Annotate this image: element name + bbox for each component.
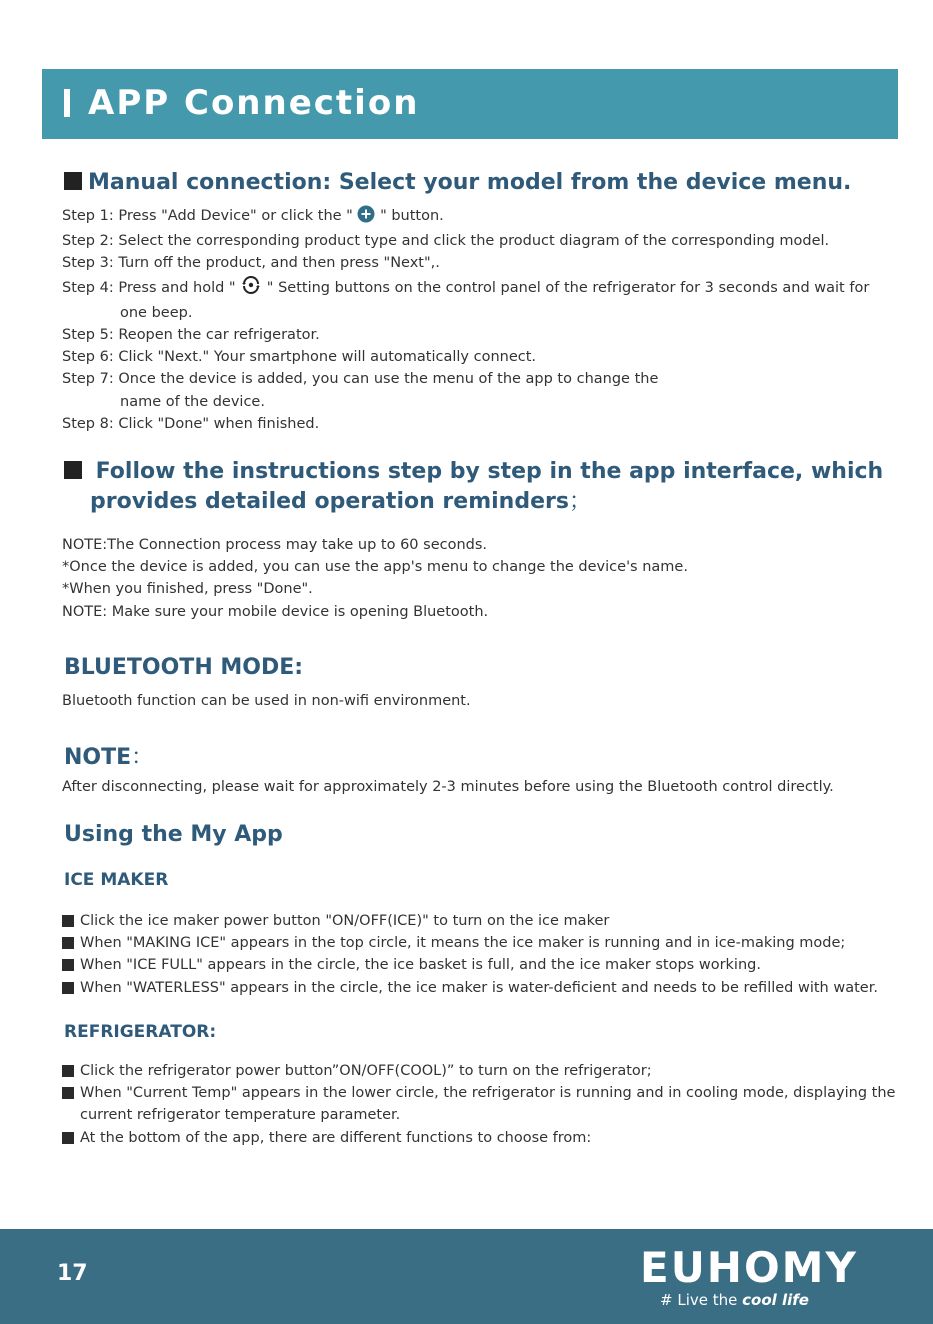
- list-item: At the bottom of the app, there are different functions to choose from:: [62, 1127, 895, 1149]
- step-5: Step 5: Reopen the car refrigerator.: [62, 327, 320, 344]
- note-2: *Once the device is added, you can use the app's menu to change the device's name.: [62, 559, 688, 576]
- manual-connection-heading: [64, 170, 851, 195]
- bluetooth-heading: BLUETOOTH MODE:: [64, 655, 304, 680]
- step-7: Step 7: Once the device is added, you can use the menu of the app to change the: [62, 371, 659, 388]
- bluetooth-text: Bluetooth function can be used in non-wifi environment.: [62, 693, 471, 709]
- list-item: When "WATERLESS" appears in the circle, the ice maker is water-deficient and needs to be refilled with water.: [62, 977, 878, 999]
- step-3: Step 3: Turn off the product, and then press "Next",.: [62, 255, 440, 272]
- page-footer: [0, 1229, 933, 1324]
- settings-button-icon: [240, 275, 262, 302]
- step-6: Step 6: Click "Next." Your smartphone will automatically connect.: [62, 349, 537, 366]
- step-7-cont: name of the device.: [120, 393, 265, 410]
- page-number: 17: [57, 1261, 88, 1286]
- step-8: Step 8: Click "Done" when finished.: [62, 415, 320, 432]
- tagline-prefix: # Live the: [660, 1291, 743, 1309]
- step-2: Step 2: Select the corresponding product type and click the product diagram of the corresponding model.: [62, 233, 830, 250]
- step-4-suffix: " Setting buttons on the control panel of the refrigerator for 3 seconds and wait for: [266, 279, 870, 296]
- step-1: [62, 205, 869, 230]
- using-app-heading: Using the My App: [64, 822, 283, 847]
- page-header-bar: [42, 69, 898, 139]
- add-circle-icon: [357, 205, 375, 230]
- step-4-cont: one beep.: [120, 304, 193, 321]
- refrigerator-heading: REFRIGERATOR:: [64, 1022, 217, 1042]
- brand-logo: EUHOMY: [640, 1243, 858, 1292]
- page-title: APP Connection: [88, 83, 420, 123]
- notes-block: [62, 534, 688, 623]
- note2-colon: ：: [131, 745, 154, 770]
- list-item: Click the refrigerator power button”ON/OFF(COOL)” to turn on the refrigerator;: [62, 1060, 895, 1082]
- header-accent-mark: [64, 89, 70, 117]
- note-1: NOTE:The Connection process may take up to 60 seconds.: [62, 537, 488, 553]
- manual-connection-heading-text: Manual connection: Select your model from the device menu.: [88, 170, 852, 195]
- note2-text: After disconnecting, please wait for approximately 2-3 minutes before using the Bluetooth control directly.: [62, 779, 834, 795]
- list-item: When "ICE FULL" appears in the circle, the ice basket is full, and the ice maker stops working.: [62, 954, 878, 976]
- list-item: When "Current Temp" appears in the lower circle, the refrigerator is running and in cooling mode, displaying the: [62, 1082, 895, 1104]
- note-3: *When you finished, press "Done".: [62, 581, 313, 598]
- brand-tagline: [660, 1291, 809, 1309]
- list-item: Click the ice maker power button "ON/OFF(ICE)" to turn on the ice maker: [62, 910, 878, 932]
- note2-heading: [64, 740, 153, 771]
- steps-list: [62, 205, 869, 435]
- note2-heading-text: NOTE: [64, 745, 132, 770]
- note-4: NOTE: Make sure your mobile device is opening Bluetooth.: [62, 603, 489, 620]
- refrigerator-list: [62, 1060, 895, 1149]
- ice-maker-heading: ICE MAKER: [64, 870, 169, 890]
- list-item-cont: current refrigerator temperature parameter.: [80, 1107, 401, 1124]
- step-1-suffix: " button.: [380, 208, 444, 224]
- step-1-prefix: Step 1: Press "Add Device" or click the ": [62, 208, 353, 224]
- ice-maker-list: [62, 910, 878, 999]
- follow-suffix: ；: [568, 489, 591, 514]
- list-item: When "MAKING ICE" appears in the top circle, it means the ice maker is running and in ice-making mode;: [62, 932, 878, 954]
- step-4-prefix: Step 4: Press and hold ": [62, 279, 236, 296]
- tagline-emph: cool life: [742, 1291, 809, 1309]
- follow-instructions-heading: [64, 457, 883, 517]
- step-4: [62, 275, 869, 302]
- follow-line2: provides detailed operation reminders: [90, 489, 569, 514]
- follow-line1: Follow the instructions step by step in the app interface, which: [95, 459, 884, 484]
- square-bullet-icon: [64, 461, 82, 479]
- square-bullet-icon: [64, 172, 82, 190]
